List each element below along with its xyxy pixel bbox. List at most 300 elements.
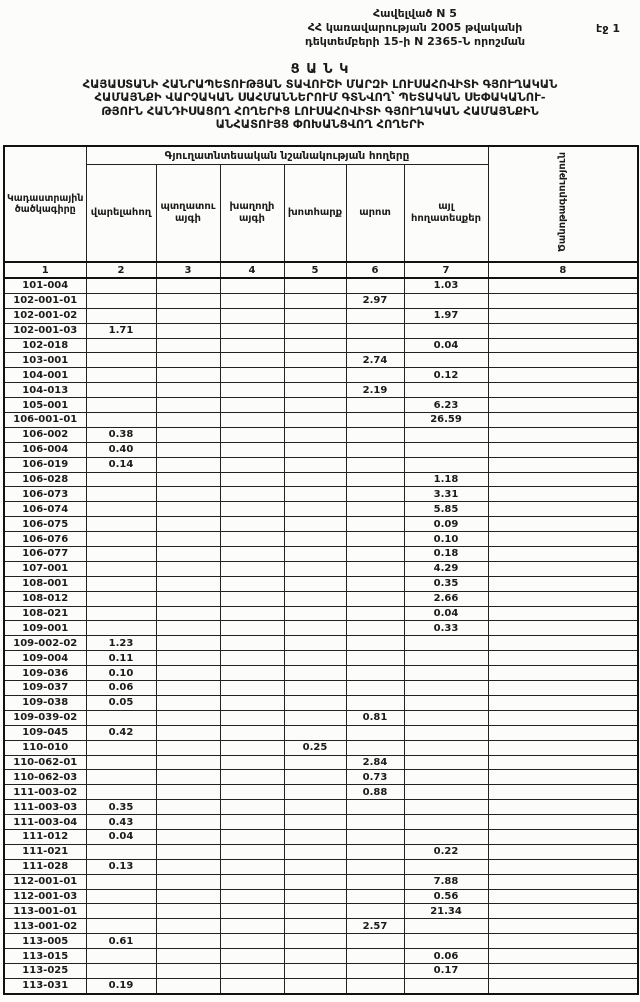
area-value-cell <box>284 934 346 949</box>
area-value-cell: 0.40 <box>86 442 156 457</box>
area-value-cell <box>284 487 346 502</box>
subtitle-line: ՀԱՅԱՍՏԱՆԻ ՀԱՆՐԱՊԵՏՈՒԹՅԱՆ ՏԱՎՈՒՇԻ ՄԱՐԶԻ ԼՈՒՍԱՀՈՎԻՏԻ ԳՅՈՒՂԱԿԱՆ <box>82 77 558 91</box>
area-value-cell <box>156 368 220 383</box>
area-value-cell <box>346 442 404 457</box>
table-row <box>4 427 638 442</box>
area-value-cell: 0.13 <box>86 859 156 874</box>
area-value-cell <box>220 963 284 978</box>
area-value-cell <box>346 547 404 562</box>
area-value-cell <box>284 725 346 740</box>
area-value-cell <box>488 547 638 562</box>
cadastral-code-cell: 108-021 <box>4 606 86 621</box>
area-value-cell <box>284 904 346 919</box>
cadastral-code-cell: 109-039-02 <box>4 710 86 725</box>
area-value-cell <box>488 829 638 844</box>
area-value-cell <box>404 442 488 457</box>
area-value-cell <box>220 695 284 710</box>
area-value-cell <box>86 949 156 964</box>
cadastral-code-cell: 105-001 <box>4 398 86 413</box>
cadastral-code-cell: 103-001 <box>4 353 86 368</box>
table-row <box>4 740 638 755</box>
area-value-cell: 26.59 <box>404 413 488 428</box>
area-value-cell <box>284 949 346 964</box>
table-row <box>4 800 638 815</box>
area-value-cell <box>86 874 156 889</box>
area-value-cell <box>404 755 488 770</box>
cadastral-code-cell: 102-018 <box>4 338 86 353</box>
area-value-cell: 0.14 <box>86 457 156 472</box>
area-value-cell: 0.10 <box>404 532 488 547</box>
area-value-cell <box>346 740 404 755</box>
area-value-cell <box>156 502 220 517</box>
area-value-cell <box>284 859 346 874</box>
cadastral-code-cell: 110-062-03 <box>4 770 86 785</box>
area-value-cell <box>220 368 284 383</box>
area-value-cell: 0.17 <box>404 963 488 978</box>
table-row <box>4 368 638 383</box>
area-value-cell <box>488 398 638 413</box>
area-value-cell <box>220 621 284 636</box>
table-row <box>4 681 638 696</box>
column-header-hayfield: խոտհարք <box>284 165 346 263</box>
area-value-cell <box>86 919 156 934</box>
area-value-cell <box>488 681 638 696</box>
area-value-cell <box>156 308 220 323</box>
cadastral-code-cell: 101-004 <box>4 278 86 293</box>
area-value-cell: 0.73 <box>346 770 404 785</box>
area-value-cell <box>404 740 488 755</box>
area-value-cell <box>86 889 156 904</box>
area-value-cell <box>284 561 346 576</box>
table-row <box>4 502 638 517</box>
column-header-arable: վարելահող <box>86 165 156 263</box>
area-value-cell <box>284 695 346 710</box>
area-value-cell <box>156 383 220 398</box>
area-value-cell <box>86 353 156 368</box>
cadastral-code-cell: 106-077 <box>4 547 86 562</box>
area-value-cell <box>346 978 404 993</box>
area-value-cell <box>404 710 488 725</box>
column-number: 3 <box>156 262 220 278</box>
area-value-cell <box>156 427 220 442</box>
table-row <box>4 576 638 591</box>
area-value-cell <box>284 666 346 681</box>
area-value-cell <box>488 517 638 532</box>
area-value-cell <box>156 338 220 353</box>
area-value-cell <box>220 815 284 830</box>
area-value-cell <box>220 785 284 800</box>
cadastral-code-cell: 106-001-01 <box>4 413 86 428</box>
area-value-cell <box>156 606 220 621</box>
area-value-cell <box>284 710 346 725</box>
area-value-cell: 1.03 <box>404 278 488 293</box>
page-number-label: էջ 1 <box>596 22 620 35</box>
area-value-cell <box>346 278 404 293</box>
cadastral-code-cell: 110-062-01 <box>4 755 86 770</box>
area-value-cell: 0.18 <box>404 547 488 562</box>
area-value-cell: 0.05 <box>86 695 156 710</box>
area-value-cell <box>284 338 346 353</box>
area-value-cell <box>86 368 156 383</box>
area-value-cell <box>86 547 156 562</box>
area-value-cell <box>346 398 404 413</box>
column-header-orchard: պտղատու այգի <box>156 165 220 263</box>
area-value-cell <box>220 413 284 428</box>
area-value-cell <box>220 904 284 919</box>
area-value-cell <box>156 547 220 562</box>
area-value-cell <box>284 889 346 904</box>
cadastral-code-cell: 111-003-04 <box>4 815 86 830</box>
area-value-cell <box>404 427 488 442</box>
area-value-cell: 0.10 <box>86 666 156 681</box>
area-value-cell <box>156 770 220 785</box>
area-value-cell <box>220 829 284 844</box>
area-value-cell: 2.57 <box>346 919 404 934</box>
area-value-cell: 2.84 <box>346 755 404 770</box>
area-value-cell <box>488 442 638 457</box>
cadastral-code-cell: 109-045 <box>4 725 86 740</box>
area-value-cell <box>346 681 404 696</box>
area-value-cell <box>284 963 346 978</box>
area-value-cell <box>86 383 156 398</box>
area-value-cell <box>346 815 404 830</box>
area-value-cell <box>156 681 220 696</box>
area-value-cell <box>220 561 284 576</box>
area-value-cell <box>488 293 638 308</box>
area-value-cell <box>284 636 346 651</box>
area-value-cell <box>346 561 404 576</box>
area-value-cell <box>488 606 638 621</box>
table-row <box>4 487 638 502</box>
area-value-cell <box>404 353 488 368</box>
area-value-cell <box>404 770 488 785</box>
area-value-cell <box>488 308 638 323</box>
table-row <box>4 472 638 487</box>
area-value-cell <box>220 636 284 651</box>
appendix-government-line: ՀՀ կառավարության 2005 թվականի <box>307 20 523 34</box>
note-column-header <box>488 146 638 262</box>
table-row <box>4 383 638 398</box>
area-value-cell <box>346 487 404 502</box>
area-value-cell <box>488 666 638 681</box>
table-row <box>4 815 638 830</box>
area-value-cell <box>346 472 404 487</box>
column-header-pasture: արոտ <box>346 165 404 263</box>
area-value-cell <box>488 710 638 725</box>
table-row <box>4 785 638 800</box>
area-value-cell <box>346 859 404 874</box>
area-value-cell <box>284 829 346 844</box>
area-value-cell <box>488 368 638 383</box>
area-value-cell <box>284 427 346 442</box>
area-value-cell <box>220 532 284 547</box>
area-value-cell: 0.09 <box>404 517 488 532</box>
area-value-cell <box>284 606 346 621</box>
area-value-cell <box>156 800 220 815</box>
cadastral-code-cell: 109-038 <box>4 695 86 710</box>
area-value-cell: 2.97 <box>346 293 404 308</box>
area-value-cell <box>86 532 156 547</box>
area-value-cell <box>86 785 156 800</box>
area-value-cell: 1.71 <box>86 323 156 338</box>
cadastral-code-cell: 106-004 <box>4 442 86 457</box>
table-row <box>4 889 638 904</box>
table-row <box>4 413 638 428</box>
area-value-cell <box>220 278 284 293</box>
area-value-cell <box>220 949 284 964</box>
area-value-cell <box>346 949 404 964</box>
area-value-cell: 0.33 <box>404 621 488 636</box>
area-value-cell <box>488 919 638 934</box>
table-row <box>4 651 638 666</box>
area-value-cell <box>156 874 220 889</box>
area-value-cell <box>156 576 220 591</box>
area-value-cell <box>488 755 638 770</box>
area-value-cell <box>284 815 346 830</box>
area-value-cell <box>346 695 404 710</box>
area-value-cell <box>220 844 284 859</box>
area-value-cell <box>346 844 404 859</box>
area-value-cell <box>404 681 488 696</box>
area-value-cell <box>86 844 156 859</box>
area-value-cell <box>488 874 638 889</box>
area-value-cell <box>284 293 346 308</box>
area-value-cell <box>220 547 284 562</box>
area-value-cell <box>488 740 638 755</box>
area-value-cell <box>284 800 346 815</box>
column-number: 4 <box>220 262 284 278</box>
cadastral-code-cell: 106-073 <box>4 487 86 502</box>
area-value-cell <box>156 651 220 666</box>
area-value-cell: 0.35 <box>86 800 156 815</box>
area-value-cell <box>488 383 638 398</box>
agricultural-lands-group-header: Գյուղատնտեսական նշանակության հողերը <box>86 146 488 165</box>
area-value-cell <box>156 889 220 904</box>
appendix-title: Հավելված N 5 <box>373 7 457 20</box>
cadastral-code-cell: 104-001 <box>4 368 86 383</box>
table-row <box>4 532 638 547</box>
area-value-cell <box>404 785 488 800</box>
area-value-cell <box>220 934 284 949</box>
area-value-cell <box>284 576 346 591</box>
area-value-cell <box>346 606 404 621</box>
area-value-cell <box>346 517 404 532</box>
area-value-cell <box>86 576 156 591</box>
area-value-cell: 21.34 <box>404 904 488 919</box>
area-value-cell <box>488 636 638 651</box>
table-row <box>4 338 638 353</box>
column-header-other-lands: այլ հողատեսքեր <box>404 165 488 263</box>
cadastral-code-cell: 112-001-01 <box>4 874 86 889</box>
table-row <box>4 606 638 621</box>
area-value-cell <box>156 829 220 844</box>
area-value-cell <box>86 293 156 308</box>
document-title: Ց Ա Ն Կ <box>290 62 350 77</box>
area-value-cell <box>284 323 346 338</box>
area-value-cell <box>220 338 284 353</box>
cadastral-code-cell: 109-037 <box>4 681 86 696</box>
table-row <box>4 293 638 308</box>
area-value-cell <box>220 666 284 681</box>
area-value-cell <box>156 561 220 576</box>
area-value-cell <box>346 308 404 323</box>
area-value-cell <box>156 413 220 428</box>
area-value-cell <box>488 889 638 904</box>
area-value-cell: 0.56 <box>404 889 488 904</box>
area-value-cell <box>488 278 638 293</box>
table-row <box>4 934 638 949</box>
table-row <box>4 308 638 323</box>
area-value-cell: 0.06 <box>86 681 156 696</box>
area-value-cell <box>86 487 156 502</box>
area-value-cell <box>346 532 404 547</box>
area-value-cell <box>488 785 638 800</box>
area-value-cell <box>284 368 346 383</box>
area-value-cell <box>220 889 284 904</box>
area-value-cell: 0.88 <box>346 785 404 800</box>
cadastral-code-cell: 107-001 <box>4 561 86 576</box>
cadastral-code-cell: 113-031 <box>4 978 86 993</box>
cadastral-code-cell: 109-004 <box>4 651 86 666</box>
area-value-cell <box>220 740 284 755</box>
cadastral-code-cell: 111-021 <box>4 844 86 859</box>
area-value-cell: 1.18 <box>404 472 488 487</box>
document-subtitle <box>8 78 632 131</box>
area-value-cell <box>156 844 220 859</box>
area-value-cell: 0.04 <box>86 829 156 844</box>
area-value-cell <box>284 353 346 368</box>
area-value-cell <box>156 591 220 606</box>
cadastral-code-cell: 111-003-02 <box>4 785 86 800</box>
note-column-header-vertical-text: Ծանոթագրություն <box>556 151 568 253</box>
area-value-cell <box>284 457 346 472</box>
area-value-cell <box>346 889 404 904</box>
area-value-cell <box>488 934 638 949</box>
area-value-cell <box>86 308 156 323</box>
subtitle-line: ՀԱՄԱՅՆՔԻ ՎԱՐՉԱԿԱՆ ՍԱՀՄԱՆՆԵՐՈՒՄ ԳՏՆՎՈՂ՝ ՊԵՏԱԿԱՆ ՍԵՓԱԿԱՆՈՒ- <box>94 90 546 105</box>
column-number: 2 <box>86 262 156 278</box>
table-row <box>4 517 638 532</box>
cadastral-code-cell: 111-028 <box>4 859 86 874</box>
area-value-cell <box>284 919 346 934</box>
cadastral-code-cell: 108-001 <box>4 576 86 591</box>
area-value-cell: 0.35 <box>404 576 488 591</box>
area-value-cell <box>86 770 156 785</box>
area-value-cell <box>284 770 346 785</box>
area-value-cell <box>284 442 346 457</box>
area-value-cell <box>220 427 284 442</box>
area-value-cell <box>346 576 404 591</box>
table-row <box>4 874 638 889</box>
area-value-cell <box>220 919 284 934</box>
area-value-cell <box>488 725 638 740</box>
area-value-cell <box>156 666 220 681</box>
area-value-cell: 3.31 <box>404 487 488 502</box>
table-row <box>4 710 638 725</box>
area-value-cell <box>404 651 488 666</box>
cadastral-code-cell: 102-001-03 <box>4 323 86 338</box>
area-value-cell <box>220 383 284 398</box>
area-value-cell <box>156 725 220 740</box>
area-value-cell <box>156 472 220 487</box>
area-value-cell <box>284 517 346 532</box>
area-value-cell <box>284 413 346 428</box>
area-value-cell <box>488 800 638 815</box>
area-value-cell <box>488 859 638 874</box>
cadastral-code-cell: 111-012 <box>4 829 86 844</box>
table-row <box>4 844 638 859</box>
cadastral-code-cell: 106-002 <box>4 427 86 442</box>
area-value-cell <box>284 621 346 636</box>
area-value-cell <box>156 457 220 472</box>
column-number: 8 <box>488 262 638 278</box>
area-value-cell <box>488 770 638 785</box>
area-value-cell <box>404 695 488 710</box>
area-value-cell <box>404 323 488 338</box>
area-value-cell <box>156 323 220 338</box>
area-value-cell <box>284 651 346 666</box>
area-value-cell <box>220 472 284 487</box>
table-row <box>4 323 638 338</box>
area-value-cell: 4.29 <box>404 561 488 576</box>
area-value-cell <box>488 472 638 487</box>
area-value-cell <box>488 427 638 442</box>
area-value-cell <box>220 770 284 785</box>
area-value-cell: 0.81 <box>346 710 404 725</box>
area-value-cell <box>156 293 220 308</box>
area-value-cell: 0.06 <box>404 949 488 964</box>
area-value-cell <box>220 591 284 606</box>
area-value-cell <box>284 591 346 606</box>
area-value-cell <box>404 934 488 949</box>
table-row <box>4 725 638 740</box>
area-value-cell <box>488 621 638 636</box>
area-value-cell <box>220 874 284 889</box>
table-row <box>4 353 638 368</box>
area-value-cell <box>488 323 638 338</box>
column-number: 6 <box>346 262 404 278</box>
area-value-cell <box>346 874 404 889</box>
area-value-cell: 0.11 <box>86 651 156 666</box>
land-parcels-table <box>3 145 639 995</box>
cadastral-code-cell: 106-019 <box>4 457 86 472</box>
cadastral-code-cell: 106-076 <box>4 532 86 547</box>
area-value-cell <box>86 740 156 755</box>
area-value-cell <box>156 517 220 532</box>
area-value-cell <box>488 904 638 919</box>
area-value-cell <box>156 919 220 934</box>
area-value-cell: 0.12 <box>404 368 488 383</box>
cadastral-code-cell: 102-001-02 <box>4 308 86 323</box>
area-value-cell <box>284 472 346 487</box>
table-row <box>4 561 638 576</box>
area-value-cell <box>86 904 156 919</box>
area-value-cell <box>220 651 284 666</box>
area-value-cell <box>86 710 156 725</box>
area-value-cell <box>156 949 220 964</box>
cadastral-code-cell: 113-001-01 <box>4 904 86 919</box>
area-value-cell <box>284 398 346 413</box>
area-value-cell <box>156 532 220 547</box>
area-value-cell <box>346 338 404 353</box>
area-value-cell: 0.42 <box>86 725 156 740</box>
area-value-cell <box>346 636 404 651</box>
area-value-cell <box>86 278 156 293</box>
area-value-cell <box>284 681 346 696</box>
area-value-cell <box>346 800 404 815</box>
area-value-cell <box>86 755 156 770</box>
area-value-cell <box>346 413 404 428</box>
